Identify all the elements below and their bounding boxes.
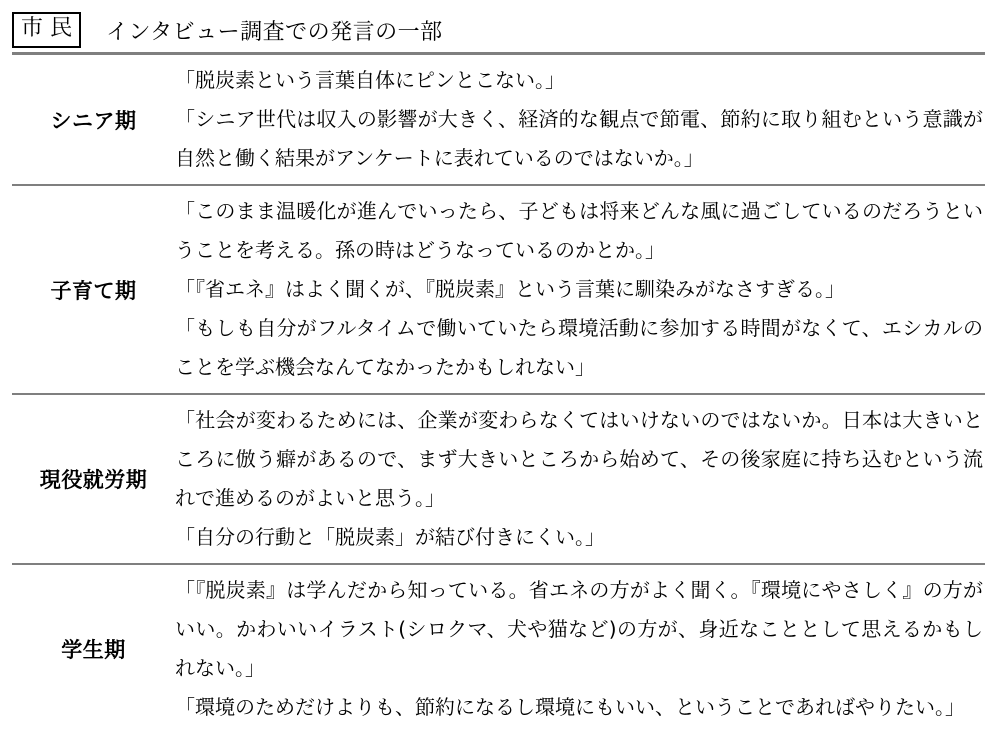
quote-text: 「このまま温暖化が進んでいったら、子どもは将来どんな風に過ごしているのだろうということを考える。孫の時はどうなっているのかとか。」: [175, 199, 983, 262]
life-stage-label: 子育て期: [50, 278, 137, 303]
quote-text: 「脱炭素という言葉自体にピンとこない。」: [175, 68, 565, 92]
table-row: [12, 186, 985, 395]
quotes-cell: [175, 565, 985, 730]
quote-text: 「自分の行動と「脱炭素」が結び付きにくい。」: [175, 525, 605, 549]
quote-text: 「シニア世代は収入の影響が大きく、経済的な観点で節電、節約に取り組むという意識が自然と働く結果がアンケートに表れているのではないか。」: [175, 107, 983, 170]
interview-table: [12, 52, 985, 730]
quotes-cell: [175, 55, 985, 184]
table-header: [12, 8, 985, 52]
quotes-cell: [175, 186, 985, 393]
quote-text: 「もしも自分がフルタイムで働いていたら環境活動に参加する時間がなくて、エシカルのことを学ぶ機会なんてなかったかもしれない」: [175, 316, 983, 379]
quote-text: 「社会が変わるためには、企業が変わらなくてはいけないのではないか。日本は大きいところに倣う癖があるので、まず大きいところから始めて、その後家庭に持ち込むという流れで進めるのがよいと思う。」: [175, 408, 983, 510]
life-stage-label: シニア期: [50, 108, 137, 133]
quote-text: 「『省エネ』はよく聞くが、『脱炭素』という言葉に馴染みがなさすぎる。」: [175, 277, 845, 301]
table-row: [12, 55, 985, 186]
table-row: [12, 395, 985, 565]
life-stage-label: 現役就労期: [39, 468, 148, 492]
page-title: インタビュー調査での発言の一部: [106, 19, 443, 45]
life-stage-label: 学生期: [61, 638, 126, 662]
table-row: [12, 565, 985, 730]
quote-text: 「『脱炭素』は学んだから知っている。省エネの方がよく聞く。『環境にやさしく』の方がいい。かわいいイラスト(シロクマ、犬や猫など)の方が、身近なこととして思えるかもしれない。」: [175, 578, 983, 680]
citizen-badge: 市 民: [12, 12, 81, 48]
quote-text: 「環境のためだけよりも、節約になるし環境にもいい、ということであればやりたい。」: [175, 695, 965, 719]
quotes-cell: [175, 395, 985, 563]
